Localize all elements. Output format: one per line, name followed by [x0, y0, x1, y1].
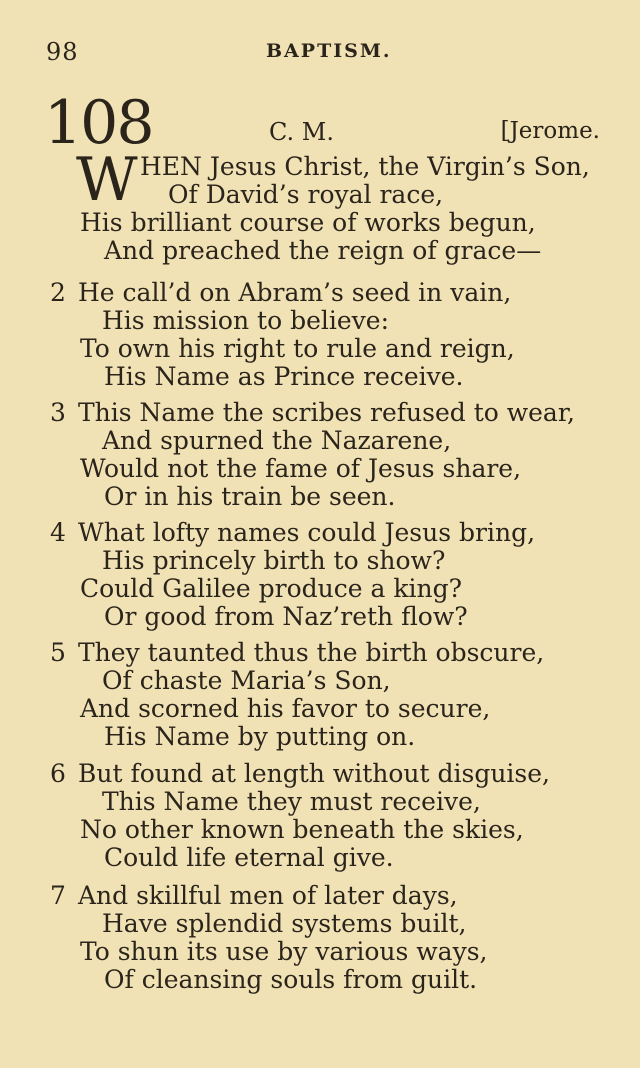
- verse-line: His mission to believe:: [102, 306, 389, 335]
- verse-line: His brilliant course of works begun,: [80, 208, 536, 237]
- verse-line: This Name the scribes refused to wear,: [78, 398, 575, 427]
- verse-line: His Name as Prince receive.: [104, 362, 464, 391]
- verse-line: This Name they must receive,: [102, 787, 481, 816]
- page-number: 98: [46, 38, 79, 66]
- verse-line: Or good from Naz’reth flow?: [104, 602, 468, 631]
- verse-line: And preached the reign of grace—: [104, 236, 542, 265]
- verse-line: They taunted thus the birth obscure,: [78, 638, 545, 667]
- running-head: BAPTISM.: [266, 40, 392, 62]
- verse-line: To own his right to rule and reign,: [80, 334, 515, 363]
- verse-line: He call’d on Abram’s seed in vain,: [78, 278, 512, 307]
- verse-line: And skillful men of later days,: [78, 881, 458, 910]
- verse-line: But found at length without disguise,: [78, 759, 550, 788]
- verse-2: [40, 279, 610, 391]
- verse-line: Would not the fame of Jesus share,: [80, 454, 522, 483]
- verse-7: [40, 882, 610, 994]
- verse-number: 6: [50, 759, 66, 788]
- verse-line: What lofty names could Jesus bring,: [78, 518, 536, 547]
- verse-number: 4: [50, 518, 66, 547]
- page-header: [46, 38, 600, 70]
- verse-line: Could Galilee produce a king?: [80, 574, 462, 603]
- verse-line: Of David’s royal race,: [168, 180, 444, 209]
- verse-line: Could life eternal give.: [104, 843, 394, 872]
- hymn-number: 108: [44, 88, 153, 158]
- verse-number: 7: [50, 881, 66, 910]
- verse-3: [40, 399, 610, 511]
- verse-1: [40, 145, 610, 265]
- verse-line: No other known beneath the skies,: [80, 815, 524, 844]
- verse-number: 2: [50, 278, 66, 307]
- verse-line: His princely birth to show?: [102, 546, 446, 575]
- verse-line: Of cleansing souls from guilt.: [104, 965, 478, 994]
- verse-line: HEN Jesus Christ, the Virgin’s Son,: [140, 152, 590, 181]
- verse-number: 3: [50, 398, 66, 427]
- verse-4: [40, 519, 610, 631]
- verse-6: [40, 760, 610, 872]
- verse-line: And scorned his favor to secure,: [80, 694, 491, 723]
- verse-line: His Name by putting on.: [104, 722, 416, 751]
- hymn-tune: [Jerome.: [500, 118, 600, 144]
- verse-line: And spurned the Nazarene,: [102, 426, 452, 455]
- verse-5: [40, 639, 610, 751]
- drop-cap: W: [76, 145, 138, 215]
- verse-number: 5: [50, 638, 66, 667]
- verse-line: To shun its use by various ways,: [80, 937, 488, 966]
- verse-line: Have splendid systems built,: [102, 909, 467, 938]
- verse-line: Of chaste Maria’s Son,: [102, 666, 391, 695]
- verse-line: Or in his train be seen.: [104, 482, 396, 511]
- hymn-meter: C. M.: [269, 118, 334, 146]
